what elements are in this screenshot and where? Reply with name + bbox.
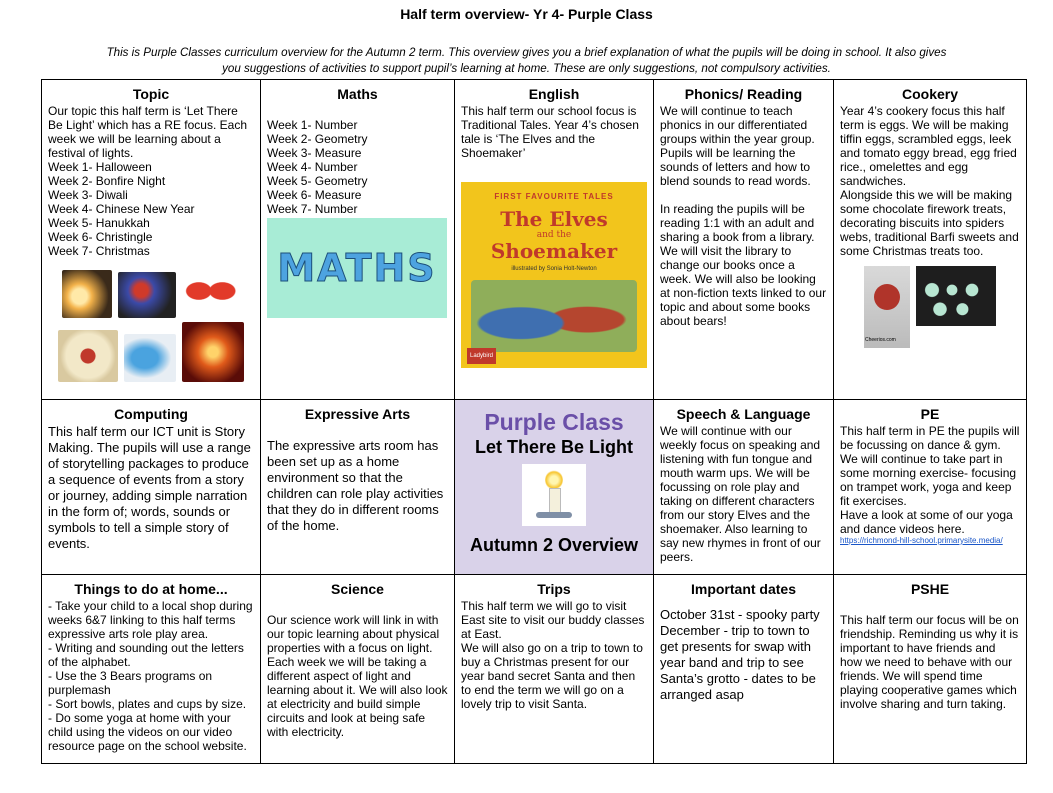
computing-cell <box>42 400 261 575</box>
topic-week: Week 3- Diwali <box>48 188 128 202</box>
class-name: Purple Class <box>484 409 624 435</box>
home-activities-heading: Things to do at home... <box>74 581 228 597</box>
cookery-heading: Cookery <box>901 86 959 102</box>
topic-week: Week 1- Halloween <box>48 160 152 174</box>
pshe-heading: PSHE <box>910 581 950 597</box>
speech-language-text: We will continue with our weekly focus on speaking and listening with fun tongue and mouth warm ups. We will be focussing on role play and taking on different characters from our story Elves and the shoemaker. Also learning to say new rhymes in front of our peers. <box>660 424 821 564</box>
home-activity-item: - Use the 3 Bears programs on purplemash <box>48 669 213 697</box>
cookery-image-caption: Cheerios.com <box>865 337 896 343</box>
speech-language-cell <box>654 400 834 575</box>
english-text: This half term our school focus is Traditional Tales. Year 4’s chosen tale is ‘The Elves and the Shoemaker’ <box>461 104 639 160</box>
hanukkah-hands-image <box>124 334 176 382</box>
pshe-text: This half term our focus will be on friendship. Reminding us why it is important to have friends and how we need to behave with our friends. We will spend time playing cooperative games which involve sharing and turn taking. <box>840 613 1019 711</box>
english-cell <box>455 80 654 400</box>
pe-text: We will continue to take part in some morning exercise- focusing on trampet work, yoga and keep fit exercises. <box>840 452 1017 508</box>
topic-heading: Topic <box>132 86 170 102</box>
home-activity-item: - Take your child to a local shop during weeks 6&7 linking to this half terms expressive arts role play area. <box>48 599 253 641</box>
book-title-line: and the <box>536 230 572 240</box>
diwali-rangoli-image <box>58 330 118 382</box>
trips-text: We will also go on a trip to town to buy a Christmas present for our year band secret Santa and then to end the term we will go on a lovely trip to visit Santa. <box>461 641 643 711</box>
speech-language-heading: Speech & Language <box>676 406 811 422</box>
maths-week: Week 3- Measure <box>267 146 362 160</box>
maths-image <box>267 218 447 318</box>
book-illustration <box>471 280 637 352</box>
science-text: Our science work will link in with our topic learning about physical properties with a focus on light. Each week we will be taking a different aspect of light and learning about it. We will also look at electricity and build simple circuits and look at being safe with electricity. <box>267 613 448 739</box>
important-dates-cell <box>654 575 834 764</box>
cookery-treat-image <box>864 266 910 348</box>
overview-grid <box>41 79 1027 764</box>
maths-week: Week 4- Number <box>267 160 358 174</box>
theme-title: Let There Be Light <box>474 437 633 457</box>
maths-week: Week 6- Measure <box>267 188 362 202</box>
pe-text: This half term in PE the pupils will be focussing on dance & gym. <box>840 424 1020 452</box>
term-title: Autumn 2 Overview <box>469 535 639 555</box>
science-cell <box>261 575 455 764</box>
topic-week: Week 2- Bonfire Night <box>48 174 166 188</box>
pe-text: Have a look at some of our yoga and dance videos here. <box>840 508 1013 536</box>
expressive-arts-text: The expressive arts room has been set up as a home environment so that the children can role play activities that they do in different rooms of the home. <box>267 438 444 533</box>
maths-week: Week 1- Number <box>267 118 358 132</box>
trips-text: This half term we will go to visit East site to visit our buddy classes at East. <box>461 599 645 641</box>
trips-cell <box>455 575 654 764</box>
maths-week: Week 7- Number <box>267 202 358 216</box>
pe-cell <box>834 400 1027 575</box>
maths-heading: Maths <box>337 86 378 102</box>
topic-text: Our topic this half term is ‘Let There Be Light’ which has a RE focus. Each week we will be learning about a festival of lights. <box>48 104 247 160</box>
pshe-cell <box>834 575 1027 764</box>
phonics-heading: Phonics/ Reading <box>684 86 803 102</box>
trips-heading: Trips <box>537 581 571 597</box>
pe-heading: PE <box>920 406 940 422</box>
book-series: FIRST FAVOURITE TALES <box>494 192 614 201</box>
english-heading: English <box>528 86 580 102</box>
chinese-lanterns-image <box>182 264 238 318</box>
christingle-glow-image <box>182 322 244 382</box>
maths-week: Week 5- Geometry <box>267 174 368 188</box>
cookery-text: Year 4’s cookery focus this half term is eggs. We will be making tiffin eggs, scrambled eggs, leek and tomato eggy bread, egg fried rice., omelettes and egg sandwiches. <box>840 104 1017 188</box>
topic-week: Week 4- Chinese New Year <box>48 202 195 216</box>
maths-image-text: MATHS <box>277 246 437 290</box>
expressive-arts-heading: Expressive Arts <box>304 406 411 422</box>
computing-text: This half term our ICT unit is Story Making. The pupils will use a range of storytelling packages to produce a sequence of events from a story or journey, adding simple narration in the form of; words, sounds or symbols to tell a simple story of events. <box>48 424 251 551</box>
home-activity-item: - Do some yoga at home with your child using the videos on our video resource page on the school website. <box>48 711 247 753</box>
topic-week: Week 5- Hanukkah <box>48 216 150 230</box>
document-title: Half term overview- Yr 4- Purple Class <box>400 6 653 22</box>
maths-cell <box>261 80 455 400</box>
topic-week: Week 7- Christmas <box>48 244 150 258</box>
reading-text: In reading the pupils will be reading 1:1 with an adult and sharing a book from a library. We will visit the library to change our books once a week. We will also be looking at non-fiction texts linked to our topic and about some books about bears! <box>660 202 827 328</box>
cookery-cell <box>834 80 1027 400</box>
home-activity-item: - Sort bowls, plates and cups by size. <box>48 697 247 711</box>
class-title-cell <box>455 400 654 575</box>
important-dates-heading: Important dates <box>690 581 796 597</box>
computing-heading: Computing <box>114 406 188 422</box>
important-dates-text: October 31st - spooky party <box>660 607 820 622</box>
cookery-cupcakes-image <box>916 266 996 326</box>
book-illustrator: illustrated by Sonia Holt-Newton <box>511 266 597 272</box>
maths-week: Week 2- Geometry <box>267 132 368 146</box>
home-activities-cell <box>42 575 261 764</box>
book-publisher: Ladybird <box>467 348 496 364</box>
important-dates-text: December - trip to town to get presents for swap with year band and trip to see Santa’s grotto - dates to be arranged asap <box>660 623 816 702</box>
book-cover-image <box>461 182 647 368</box>
phonics-cell <box>654 80 834 400</box>
topic-cell <box>42 80 261 400</box>
book-title-line: The Elves <box>500 207 608 231</box>
expressive-arts-cell <box>261 400 455 575</box>
video-resource-link[interactable]: https://richmond-hill-school.primarysite.media/ <box>840 536 1003 545</box>
candle-image <box>522 464 586 526</box>
topic-week: Week 6- Christingle <box>48 230 153 244</box>
book-title-line: Shoemaker <box>490 239 618 263</box>
phonics-text: We will continue to teach phonics in our differentiated groups within the year group. Pupils will be learning the sounds of letters and how to blend sounds to read words. <box>660 104 815 188</box>
science-heading: Science <box>331 581 384 597</box>
cookery-text: Alongside this we will be making some chocolate firework treats, decorating biscuits into spiders webs, traditional Barfi sweets and some Christmas treats too. <box>840 188 1019 258</box>
halloween-lanterns-image <box>62 270 112 318</box>
intro-text: This is Purple Classes curriculum overview for the Autumn 2 term. This overview gives you a brief explanation of what the pupils will be doing in school. It also gives you suggestions of activities to support pupil’s learning at home. These are only suggestions, not compulsory activities. <box>106 46 947 75</box>
bonfire-handprints-image <box>118 272 176 318</box>
home-activity-item: - Writing and sounding out the letters of the alphabet. <box>48 641 244 669</box>
